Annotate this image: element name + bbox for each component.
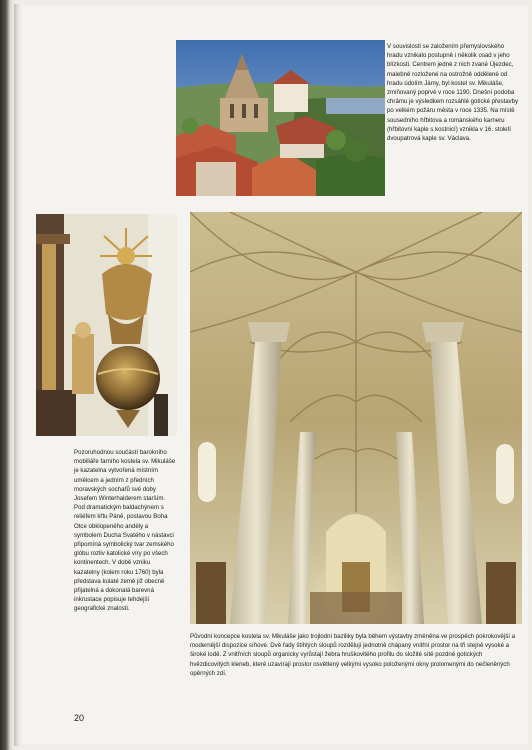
pulpit-photo [36, 214, 177, 436]
nave-vault-photo [190, 212, 522, 624]
book-page [14, 4, 528, 746]
town-church-photo [176, 40, 385, 196]
pulpit-caption: Pozoruhodnou součástí barokního mobiliáře farního kostela sv. Mikuláše je kazatelna vytvořená místním umělcem a jedním z předních moravských sochařů své doby Josefem Winterhalderem starším. Pod dramatickým baldachýnem s reliéfem křtu Páně, postavou Boha Otce obklopeného anděly a symbolem Ducha Svatého v nástavci připomíná symbolický tvar zemského glóbu rozliv katolické víry po všech kontinentech. V době vzniku kazatelny (kolem roku 1760) byla představa kulaté země již obecně přijatelná a dokonalá barevná inkrustace popisuje tehdejší geografické znalosti. [74, 449, 176, 613]
nave-caption: Původní koncepce kostela sv. Mikuláše jako trojlodní baziliky byla během výstavby změněna ve prospěch pokrokovější a modernější dispozice síňové. Dvě řady štíhlých sloupů rozdělují jednotně chápaný vnitřní prostor na tři stejně vysoké a široké lodě. Z vnitřních sloupů organicky vyrůstají žebra hruškovitého profilu do složité sítě pozdně gotických hvězdicovitých kleneb, které uzavírají prostor osvětlený velkými vysoko položenými okny prolomenými do nečleněných opěrných zdí. [190, 633, 516, 677]
page-number: 20 [74, 713, 85, 723]
town-caption: V souvislosti se založením přemyslovského hradu vznikalo postupně i několik osad v jeho blízkosti. Centrem jedné z nich zvané Újezdec, malebně rozložené na ostrožně oddělené od hradu údolím Jámy, byl kostel sv. Mikuláše, zmiňovaný poprvé v roce 1190. Dnešní podoba chrámu je výsledkem rozsáhlé gotické přestavby po velkém požáru města v roce 1335. Na místě sousedního hřbitova a románského karneru (hřbitovní kaple s kostnicí) vznikla v 16. století dvoupatrová kaple sv. Václava. [387, 43, 519, 143]
